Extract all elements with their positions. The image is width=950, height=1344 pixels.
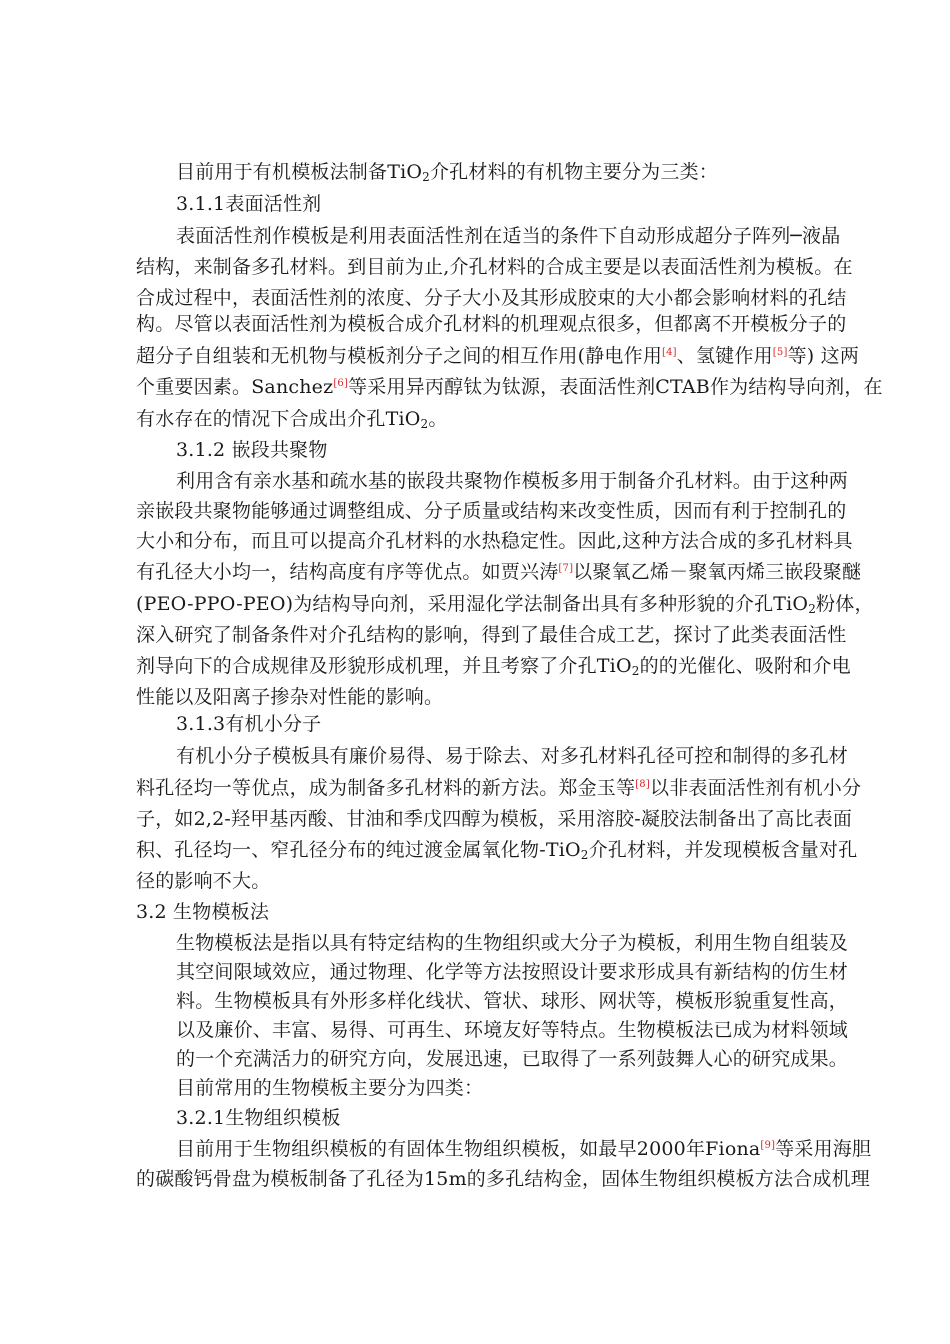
paragraph-line: 有水存在的情况下合成出介孔TiO$_2$。 — [136, 408, 448, 431]
paragraph-line: 利用含有亲水基和疏水基的嵌段共聚物作模板多用于制备介孔材料。由于这种两 — [176, 470, 849, 492]
paragraph-line: 表面活性剂作模板是利用表面活性剂在适当的条件下自动形成超分子阵列─液晶 — [176, 225, 841, 247]
paragraph-line: 的一个充满活力的研究方向，发展迅速，已取得了一系列鼓舞人心的研究成果。 — [176, 1048, 849, 1070]
paragraph-line: 其空间限域效应，通过物理、化学等方法按照设计要求形成具有新结构的仿生材 — [176, 961, 849, 983]
section-heading-3-2: 3.2 生物模板法 — [136, 901, 270, 923]
paragraph-line: 有孔径大小均一，结构高度有序等优点。如贾兴涛[7]以聚氧乙烯－聚氧丙烯三嵌段聚醚 — [136, 561, 862, 583]
paragraph-line: 目前常用的生物模板主要分为四类： — [176, 1077, 484, 1099]
paragraph-line: 积、孔径均一、窄孔径分布的纯过渡金属氧化物-TiO$_2$介孔材料，并发现模板含量对孔 — [136, 839, 858, 862]
citation-ref[interactable]: [9] — [760, 1140, 776, 1151]
section-heading-3-1-3: 3.1.3有机小分子 — [176, 713, 322, 735]
paragraph-line: (PEO-PPO-PEO)为结构导向剂，采用湿化学法制备出具有多种形貌的介孔TiO$_2$粉体， — [136, 593, 874, 616]
citation-ref[interactable]: [4] — [662, 347, 677, 358]
paragraph-line: 大小和分布，而且可以提高介孔材料的水热稳定性。因此,这种方法合成的多孔材料具 — [136, 530, 853, 552]
paragraph-line: 以及廉价、丰富、易得、可再生、环境友好等特点。生物模板法已成为材料领域 — [176, 1019, 849, 1041]
paragraph-line: 有机小分子模板具有廉价易得、易于除去、对多孔材料孔径可控和制得的多孔材 — [176, 745, 849, 767]
paragraph-line: 个重要因素。Sanchez[6]等采用异丙醇钛为钛源，表面活性剂CTAB作为结构导向剂，在 — [136, 376, 883, 398]
section-heading-3-2-1: 3.2.1生物组织模板 — [176, 1107, 341, 1129]
paragraph-line: 结构，来制备多孔材料。到目前为止,介孔材料的合成主要是以表面活性剂为模板。在 — [136, 256, 853, 278]
paragraph-line: 生物模板法是指以具有特定结构的生物组织或大分子为模板，利用生物自组装及 — [176, 932, 849, 954]
paragraph-line: 目前用于有机模板法制备TiO$_2$介孔材料的有机物主要分为三类： — [176, 161, 718, 184]
section-heading-3-1-1: 3.1.1表面活性剂 — [176, 193, 322, 215]
paragraph-line: 料。生物模板具有外形多样化线状、管状、球形、网状等，模板形貌重复性高， — [176, 990, 849, 1012]
paragraph-line: 亲嵌段共聚物能够通过调整组成、分子质量或结构来改变性质，因而有利于控制孔的 — [136, 500, 847, 522]
citation-ref[interactable]: [5] — [772, 347, 788, 358]
paragraph-line: 性能以及阳离子掺杂对性能的影响。 — [136, 686, 444, 708]
paragraph-line: 目前用于生物组织模板的有固体生物组织模板，如最早2000年Fiona[9]等采用海胆 — [176, 1138, 872, 1160]
paragraph-line: 子，如2,2-羟甲基丙酸、甘油和季戊四醇为模板，采用溶胶-凝胶法制备出了高比表面 — [136, 808, 853, 830]
section-heading-3-1-2: 3.1.2 嵌段共聚物 — [176, 439, 328, 461]
paragraph-line: 深入研究了制备条件对介孔结构的影响，得到了最佳合成工艺，探讨了此类表面活性 — [136, 624, 847, 646]
citation-ref[interactable]: [7] — [558, 563, 574, 574]
paragraph-line: 径的影响不大。 — [136, 870, 271, 892]
paragraph-line: 料孔径均一等优点，成为制备多孔材料的新方法。郑金玉等[8]以非表面活性剂有机小分 — [136, 777, 862, 799]
citation-ref[interactable]: [6] — [333, 378, 349, 389]
paragraph-line: 合成过程中，表面活性剂的浓度、分子大小及其形成胶束的大小都会影响材料的孔结 — [136, 287, 847, 309]
citation-ref[interactable]: [8] — [635, 779, 650, 790]
paragraph-line: 超分子自组装和无机物与模板剂分子之间的相互作用(静电作用[4]、氢键作用[5]等) 这两 — [136, 345, 860, 367]
paragraph-line: 的碳酸钙骨盘为模板制备了孔径为15m的多孔结构金，固体生物组织模板方法合成机理 — [136, 1168, 870, 1190]
paragraph-line: 剂导向下的合成规律及形貌形成机理，并且考察了介孔TiO$_2$的的光催化、吸附和介电 — [136, 655, 851, 678]
paragraph-line: 构。尽管以表面活性剂为模板合成介孔材料的机理观点很多，但都离不开模板分子的 — [136, 313, 847, 335]
